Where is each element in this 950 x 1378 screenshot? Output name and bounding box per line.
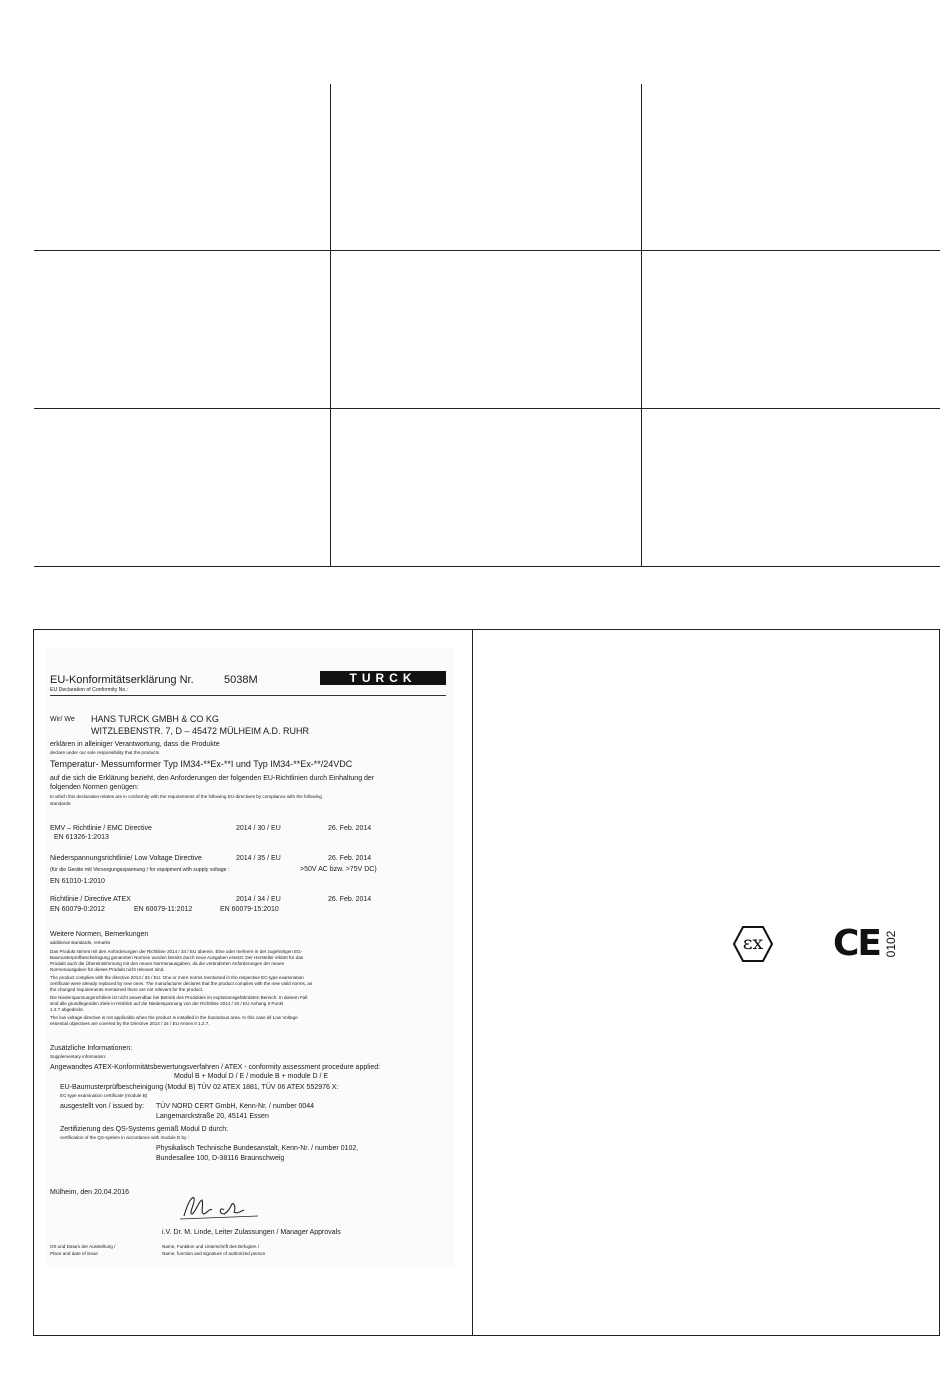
place-date: Mülheim, den 20.04.2016 [50, 1189, 129, 1196]
ec-certificate-en: EC-type examination certificate (module B) [60, 1093, 148, 1098]
header-rule [50, 695, 446, 696]
remark-line: The low voltage directive is not applicable when the product is installed in the hazardous area. In this case all Low Voltage [50, 1015, 298, 1020]
name-label-1: Name, Funktion und Unterschrift des Befugten / [162, 1244, 260, 1249]
relates-en-1: to which this declaration relates are in conformity with the requirements of the following EU-directives by compliance with the following [50, 794, 322, 799]
lvd-norm: EN 61010-1:2010 [50, 878, 105, 885]
remark-line: Normenausgaben für dieses Produkt nicht relevant sind. [50, 967, 165, 972]
atex-norm-2: EN 60079-11:2012 [134, 906, 193, 913]
product: Temperatur- Messumformer Typ IM34-**Ex-**I und Typ IM34-**Ex-**/24VDC [50, 759, 353, 769]
qs-body: Physikalisch Technische Bundesanstalt, Kenn-Nr. / number 0102, [156, 1145, 359, 1152]
cert-title-en: EU Declaration of Conformity No.: [50, 687, 129, 693]
emv-directive: 2014 / 30 / EU [236, 825, 281, 832]
remark-line: sind alle grundlegenden Ziele in Hinblick auf die Niederspannung von der Richtlinie 2014 / 34 / EU Anhang II Punkt [50, 1001, 284, 1006]
declaration-of-conformity-scan [46, 648, 454, 1268]
ce-mark: CE [833, 923, 881, 964]
signer: i.V. Dr. M. Linde, Leiter Zulassungen / Manager Approvals [162, 1229, 341, 1236]
remark-line: the changed requirements mentioned there are not relevant for the product. [50, 987, 204, 992]
atex-date: 26. Feb. 2014 [328, 896, 372, 903]
signature [178, 1192, 264, 1222]
atex-norm-3: EN 60079-15:2010 [220, 906, 279, 913]
ex-symbol-text: εx [742, 932, 764, 954]
turck-logo: TURCK [320, 671, 446, 685]
atex-procedure: Angewandtes ATEX-Konformitätsbewertungsverfahren / ATEX - conformity assessment procedure applied: [50, 1064, 381, 1071]
remark-line: certificate were already replaced by new ones. The manufacturer declares that the product complies with the new valid norms, as [50, 981, 313, 986]
remark-line: Produkt auch die Übereinstimmung mit den neuen Normenausgaben, da die veränderten Anforderungen der neuen [50, 961, 285, 966]
atex-label: Richtlinie / Directive ATEX [50, 896, 131, 903]
we-label: Wir/ We [50, 716, 75, 723]
name-label-2: Name, function and signature of authorized person [162, 1251, 266, 1256]
relates-de-1: auf die sich die Erklärung bezieht, den Anforderungen der folgenden EU-Richtlinien durch Einhaltung der [50, 775, 375, 782]
atex-modules: Modul B + Modul D / E / module B + module D / E [174, 1073, 329, 1080]
notified-body-number: 0102 [884, 930, 898, 958]
remark-line: 1.2.7 abgedeckt. [50, 1007, 84, 1012]
issuer-address: Langemarckstraße 20, 45141 Essen [156, 1113, 269, 1120]
further-en: additional standards, remarks [50, 940, 111, 945]
issued-by-label: ausgestellt von / issued by: [60, 1103, 145, 1110]
lvd-directive: 2014 / 35 / EU [236, 855, 281, 862]
lvd-label: Niederspannungsrichtlinie/ Low Voltage Directive [50, 855, 202, 862]
remark-line: Die Niederspannungsrichtlinie ist nicht anwendbar bei Betrieb des Produktes im explosionsgefährdeten Bereich. In diesem Fall [50, 995, 308, 1000]
lvd-voltage: >50V AC bzw. >75V DC) [300, 866, 377, 873]
lvd-note: (für die Geräte mit Versorgungsspannung / for equipment with supply voltage : [50, 867, 230, 873]
company-address: WITZLEBENSTR. 7, D – 45472 MÜLHEIM A.D. RUHR [91, 726, 310, 736]
table-border-top-row-1 [34, 250, 940, 251]
cert-title: EU-Konformitätserklärung Nr. [50, 674, 194, 686]
issuer: TÜV NORD CERT GmbH, Kenn-Nr. / number 0044 [156, 1103, 315, 1110]
declare-de: erklären in alleiniger Verantwortung, dass die Produkte [50, 741, 220, 748]
relates-de-2: folgenden Normen genügen: [50, 784, 139, 791]
atex-directive: 2014 / 34 / EU [236, 896, 281, 903]
certificate-box-divider [472, 629, 473, 1335]
qs-de: Zertifizierung des QS-Systems gemäß Modul D durch: [60, 1126, 229, 1133]
qs-en: certification of the QS-system in accordance with module D by : [60, 1135, 189, 1140]
supp-de: Zusätzliche Informationen: [50, 1045, 133, 1052]
lvd-date: 26. Feb. 2014 [328, 855, 372, 862]
table-column-divider-1 [330, 84, 331, 566]
table-border-row-2 [34, 408, 940, 409]
relates-en-2: standards: [50, 801, 72, 806]
ec-certificate: EU-Baumusterprüfbescheinigung (Modul B) TÜV 02 ATEX 1881, TÜV 06 ATEX 552976 X: [60, 1084, 339, 1091]
declare-en: declare under our sole responsibility that the products [50, 750, 160, 755]
ex-mark [733, 926, 773, 962]
company-name: HANS TURCK GMBH & CO KG [91, 714, 219, 724]
emv-norm: EN 61326-1:2013 [54, 834, 109, 841]
remark-line: Das Produkt stimmt mit den Anforderungen der Richtlinie 2014 / 34 / EU überein. Eine oder mehrere in der zugehörigen EG- [50, 949, 303, 954]
remark-line: Baumusterprüfbescheinigung genannten Normen wurden bereits durch neue Ausgaben ersetzt. Der Hersteller erklärt für das [50, 955, 304, 960]
remark-line: The product complies with the directive 2014 / 34 / EU. One or more norms mentioned in the respective EC-type examination [50, 975, 304, 980]
place-label-1: Ort und Datum der Ausstellung / [50, 1244, 116, 1249]
qs-address: Bundesallee 100, D-38116 Braunschweig [156, 1155, 285, 1162]
supp-en: Supplementary information: [50, 1054, 107, 1059]
cert-number: 5038M [224, 674, 258, 686]
table-border-row-3 [34, 566, 940, 567]
remark-line: essential objectives are covered by the Directive 2014 / 34 / EU Annex II 1.2.7. [50, 1021, 210, 1026]
emv-date: 26. Feb. 2014 [328, 825, 372, 832]
table-column-divider-2 [641, 84, 642, 566]
atex-norm-1: EN 60079-0:2012 [50, 906, 105, 913]
place-label-2: Place and date of issue [50, 1251, 98, 1256]
further-de: Weitere Normen, Bemerkungen [50, 931, 149, 938]
emv-label: EMV – Richtlinie / EMC Directive [50, 825, 152, 832]
